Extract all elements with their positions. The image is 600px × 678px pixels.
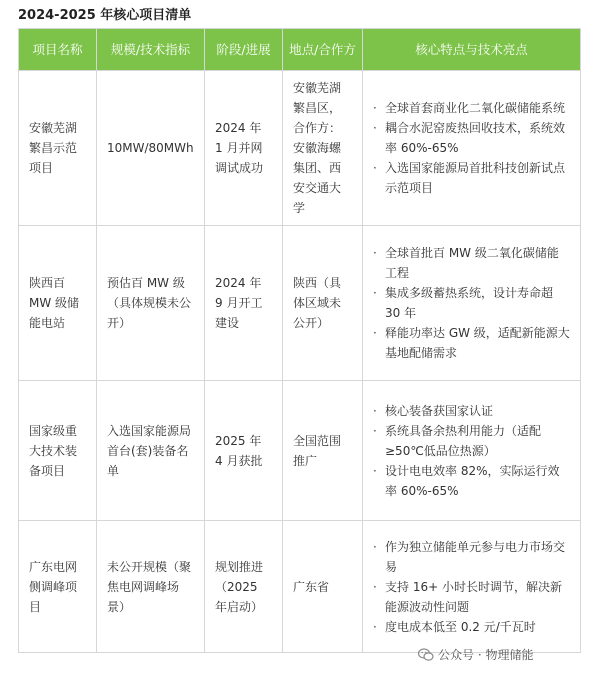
- feature-item: · 作为独立储能单元参与电力市场交易: [373, 537, 570, 577]
- cell-scale: 10MW/80MWh: [97, 71, 205, 226]
- cell-scale: 预估百 MW 级（具体规模未公开）: [97, 226, 205, 381]
- table-header-row: [19, 29, 581, 71]
- cell-location: 安徽芜湖繁昌区，合作方：安徽海螺集团、西安交通大学: [283, 71, 363, 226]
- cell-project-name: 国家级重大技术装备项目: [19, 381, 97, 521]
- project-table: [18, 28, 581, 653]
- feature-item: · 入选国家能源局首批科技创新试点示范项目: [373, 158, 570, 198]
- cell-stage: 规划推进（2025 年启动）: [205, 521, 283, 653]
- header-stage: 阶段/进展: [205, 29, 283, 71]
- watermark-text: 公众号 · 物理储能: [438, 648, 534, 662]
- cell-location: 陕西（具体区域未公开）: [283, 226, 363, 381]
- table-row: [19, 521, 581, 653]
- feature-item: · 系统具备余热利用能力（适配≥50℃低品位热源）: [373, 421, 570, 461]
- cell-scale: 未公开规模（聚焦电网调峰场景）: [97, 521, 205, 653]
- cell-project-name: 安徽芜湖繁昌示范项目: [19, 71, 97, 226]
- cell-features: [363, 226, 581, 381]
- feature-item: · 支持 16+ 小时长时调节，解决新能源波动性问题: [373, 577, 570, 617]
- cell-stage: 2025 年 4 月获批: [205, 381, 283, 521]
- watermark: [418, 646, 533, 663]
- table-row: [19, 226, 581, 381]
- feature-item: · 释能功率达 GW 级，适配新能源大基地配储需求: [373, 323, 570, 363]
- cell-project-name: 陕西百 MW 级储能电站: [19, 226, 97, 381]
- feature-item: · 度电成本低至 0.2 元/千瓦时: [373, 617, 570, 637]
- feature-item: · 设计电电效率 82%，实际运行效率 60%-65%: [373, 461, 570, 501]
- header-features: 核心特点与技术亮点: [363, 29, 581, 71]
- feature-item: · 全球首批百 MW 级二氧化碳储能工程: [373, 243, 570, 283]
- header-scale: 规模/技术指标: [97, 29, 205, 71]
- cell-stage: 2024 年 1 月并网调试成功: [205, 71, 283, 226]
- feature-item: · 全球首套商业化二氧化碳储能系统: [373, 98, 570, 118]
- feature-item: · 耦合水泥窑废热回收技术，系统效率 60%-65%: [373, 118, 570, 158]
- cell-features: [363, 381, 581, 521]
- cell-project-name: 广东电网侧调峰项目: [19, 521, 97, 653]
- table-row: [19, 381, 581, 521]
- cell-features: [363, 521, 581, 653]
- page-title: 2024-2025 年核心项目清单: [18, 8, 192, 23]
- cell-features: [363, 71, 581, 226]
- cell-location: 广东省: [283, 521, 363, 653]
- header-project-name: 项目名称: [19, 29, 97, 71]
- header-location: 地点/合作方: [283, 29, 363, 71]
- feature-item: · 核心装备获国家认证: [373, 401, 570, 421]
- feature-item: · 集成多级蓄热系统，设计寿命超 30 年: [373, 283, 570, 323]
- cell-location: 全国范围推广: [283, 381, 363, 521]
- cell-stage: 2024 年 9 月开工建设: [205, 226, 283, 381]
- cell-scale: 入选国家能源局首台(套)装备名单: [97, 381, 205, 521]
- table-row: [19, 71, 581, 226]
- wechat-icon: [418, 648, 434, 662]
